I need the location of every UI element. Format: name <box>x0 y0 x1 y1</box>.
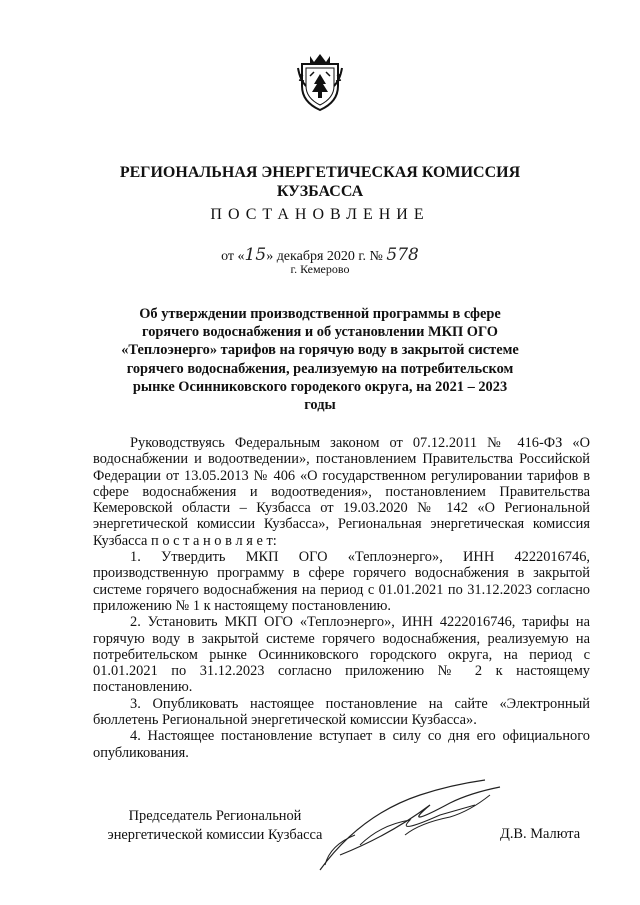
document-type-title: ПОСТАНОВЛЕНИЕ <box>210 206 430 223</box>
clause-2: 2. Установить МКП ОГО «Теплоэнерго», ИНН 4222016746, тарифы на горячую воду в закрытой системе горячего водоснабжения, реализуемую на потребительском рынке Осинниковского городского округа, на период с 01.01.2021 по 31.12.2023 согласно приложению № 2 к настоящему постановлению. <box>93 614 590 696</box>
document-number-handwritten: 578 <box>386 245 419 265</box>
preamble-paragraph: Руководствуясь Федеральным законом от 07.12.2011 № 416-ФЗ «О водоснабжении и водоотведении», постановлением Правительства Российской Федерации от 13.05.2013 № 406 «О государственном регулировании тарифов в сфере водоснабжения и водоотведения», постановлением Правительства Кемеровской области – Кузбасса от 19.03.2020 № 142 «О Региональной энергетической комиссии Кузбасса», Региональная энергетическая комиссия Кузбасса п о с т а н о в л я е т: <box>93 435 590 549</box>
clause-3: 3. Опубликовать настоящее постановление на сайте «Электронный бюллетень Региональной энергетической комиссии Кузбасса». <box>93 695 590 729</box>
date-day-handwritten: 15 <box>244 245 267 265</box>
signatory-title-line-2: энергетической комиссии Кузбасса <box>107 827 323 843</box>
document-subject: Об утверждении производственной программы в сфере горячего водоснабжения и об установлении МКП ОГО «Теплоэнерго» тарифов на горячую воду в закрытой системе горячего водоснабжения, реализуемую на потребительском рынке Осинниковского городекого округа, на 2021 – 2023 годы <box>121 306 519 414</box>
date-prefix: от « <box>221 249 245 264</box>
date-month-year: » декабря 2020 г. № <box>266 249 387 264</box>
clause-4: 4. Настоящее постановление вступает в силу со дня его официального опубликования. <box>93 728 590 761</box>
coat-of-arms-emblem <box>296 50 344 112</box>
clause-1: 1. Утвердить МКП ОГО «Теплоэнерго», ИНН 4222016746, производственную программу в сфере горячего водоснабжения в закрытой системе горячего водоснабжения на период с 01.01.2021 по 31.12.2023 согласно приложению № 1 к настоящему постановлению. <box>93 549 590 614</box>
handwritten-signature <box>300 775 510 875</box>
signatory-title-line-1: Председатель Региональной <box>128 808 302 824</box>
organization-name-line-1: РЕГИОНАЛЬНАЯ ЭНЕРГЕТИЧЕСКАЯ КОМИССИЯ <box>119 164 521 181</box>
document-body <box>93 435 590 761</box>
signatory-title <box>95 807 335 845</box>
organization-name-line-2: КУЗБАССА <box>276 183 364 200</box>
city-name: г. Кемерово <box>290 262 350 276</box>
signatory-name: Д.В. Малюта <box>500 826 581 842</box>
